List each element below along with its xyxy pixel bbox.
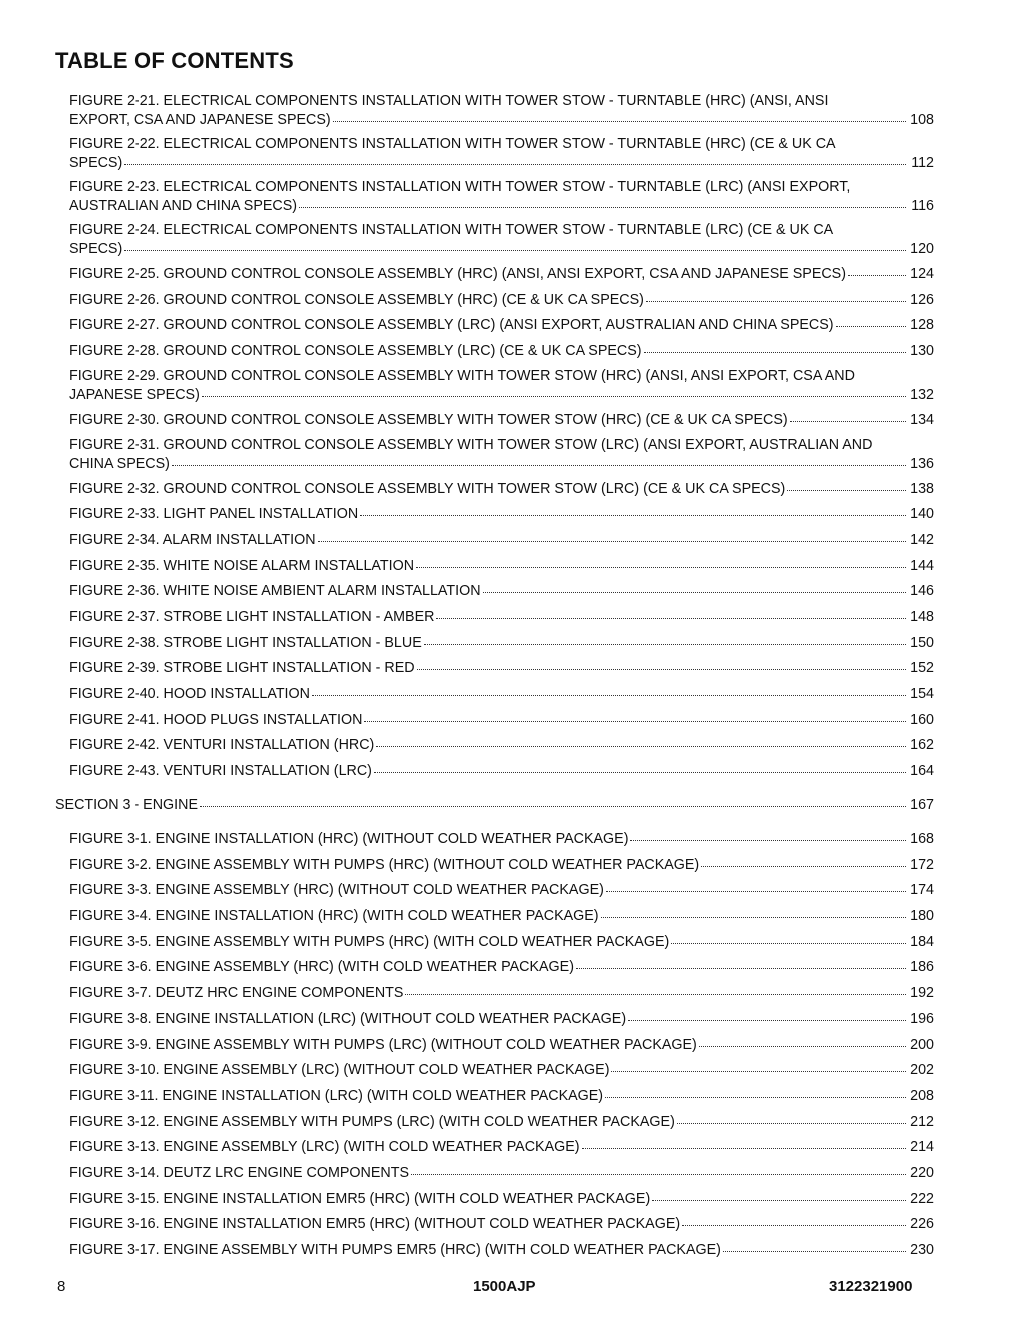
toc-entry-page: 146 bbox=[910, 583, 934, 599]
toc-figure-entry[interactable] bbox=[69, 581, 934, 600]
toc-entry-page: 128 bbox=[910, 317, 934, 333]
toc-entry-title-line1: FIGURE 2-23. ELECTRICAL COMPONENTS INSTALLATION WITH TOWER STOW - TURNTABLE (LRC) (ANSI EXPORT, bbox=[69, 179, 851, 195]
toc-entry-title-line1: FIGURE 2-24. ELECTRICAL COMPONENTS INSTALLATION WITH TOWER STOW - TURNTABLE (LRC) (CE & UK CA bbox=[69, 222, 834, 238]
toc-figure-entry[interactable] bbox=[69, 178, 934, 215]
toc-figure-entry[interactable] bbox=[69, 957, 934, 976]
toc-figure-entry[interactable] bbox=[69, 221, 934, 258]
toc-entry-page: 226 bbox=[910, 1216, 934, 1232]
toc-entry-title: FIGURE 2-36. WHITE NOISE AMBIENT ALARM INSTALLATION bbox=[69, 583, 481, 599]
toc-entry-title-line1: FIGURE 2-21. ELECTRICAL COMPONENTS INSTALLATION WITH TOWER STOW - TURNTABLE (HRC) (ANSI, ANSI bbox=[69, 93, 829, 109]
toc-entry-title: JAPANESE SPECS) bbox=[69, 387, 200, 403]
toc-entry-title: FIGURE 3-11. ENGINE INSTALLATION (LRC) (WITH COLD WEATHER PACKAGE) bbox=[69, 1088, 604, 1104]
dot-leader bbox=[200, 795, 906, 809]
dot-leader bbox=[417, 658, 906, 672]
dot-leader bbox=[787, 479, 906, 493]
toc-entry-title: FIGURE 3-17. ENGINE ASSEMBLY WITH PUMPS EMR5 (HRC) (WITH COLD WEATHER PACKAGE) bbox=[69, 1242, 721, 1258]
toc-entry-title: FIGURE 3-8. ENGINE INSTALLATION (LRC) (WITHOUT COLD WEATHER PACKAGE) bbox=[69, 1011, 627, 1027]
toc-figure-entry[interactable] bbox=[69, 367, 934, 404]
toc-entry-title: FIGURE 3-3. ENGINE ASSEMBLY (HRC) (WITHOUT COLD WEATHER PACKAGE) bbox=[69, 882, 604, 898]
dot-leader bbox=[723, 1240, 906, 1254]
toc-figure-entry[interactable] bbox=[69, 264, 934, 283]
toc-entry-page: 112 bbox=[911, 155, 934, 171]
toc-entry-page: 208 bbox=[910, 1088, 934, 1104]
toc-entry-title: FIGURE 3-12. ENGINE ASSEMBLY WITH PUMPS (LRC) (WITH COLD WEATHER PACKAGE) bbox=[69, 1114, 675, 1130]
footer-page-number: 8 bbox=[57, 1278, 66, 1295]
toc-entry-title: FIGURE 3-7. DEUTZ HRC ENGINE COMPONENTS bbox=[69, 985, 404, 1001]
dot-leader bbox=[836, 315, 906, 329]
dot-leader bbox=[436, 607, 906, 621]
toc-figure-entry[interactable] bbox=[69, 684, 934, 703]
toc-figure-entry[interactable] bbox=[69, 556, 934, 575]
dot-leader bbox=[606, 880, 906, 894]
dot-leader bbox=[299, 196, 906, 210]
toc-entry-page: 154 bbox=[910, 686, 934, 702]
toc-entry-title: FIGURE 2-40. HOOD INSTALLATION bbox=[69, 686, 310, 702]
toc-entry-title: SECTION 3 - ENGINE bbox=[55, 797, 198, 813]
toc-entry-page: 132 bbox=[910, 387, 934, 403]
page-title: TABLE OF CONTENTS bbox=[55, 48, 294, 73]
footer-doc-number: 3122321900 bbox=[829, 1278, 913, 1295]
toc-entry-title: FIGURE 2-33. LIGHT PANEL INSTALLATION bbox=[69, 506, 359, 522]
dot-leader bbox=[699, 1035, 906, 1049]
dot-leader bbox=[483, 581, 906, 595]
toc-entry-page: 214 bbox=[910, 1139, 934, 1155]
toc-entry-page: 142 bbox=[910, 532, 934, 548]
toc-entry-page: 186 bbox=[910, 959, 934, 975]
dot-leader bbox=[848, 264, 906, 278]
toc-entry-page: 222 bbox=[910, 1191, 934, 1207]
dot-leader bbox=[576, 957, 906, 971]
toc-entry-page: 172 bbox=[910, 857, 934, 873]
dot-leader bbox=[644, 341, 906, 355]
toc-figure-entry[interactable] bbox=[69, 1214, 934, 1233]
toc-entry-title: FIGURE 3-6. ENGINE ASSEMBLY (HRC) (WITH COLD WEATHER PACKAGE) bbox=[69, 959, 574, 975]
toc-entry-title: FIGURE 3-5. ENGINE ASSEMBLY WITH PUMPS (HRC) (WITH COLD WEATHER PACKAGE) bbox=[69, 934, 670, 950]
toc-entry-title: FIGURE 3-2. ENGINE ASSEMBLY WITH PUMPS (HRC) (WITHOUT COLD WEATHER PACKAGE) bbox=[69, 857, 700, 873]
toc-figure-entry[interactable] bbox=[69, 658, 934, 677]
toc-entry-page: 138 bbox=[910, 481, 934, 497]
toc-entry-page: 167 bbox=[910, 797, 934, 813]
toc-entry-page: 168 bbox=[910, 831, 934, 847]
dot-leader bbox=[202, 385, 906, 399]
toc-entry-title: EXPORT, CSA AND JAPANESE SPECS) bbox=[69, 112, 331, 128]
toc-entry-title: FIGURE 2-43. VENTURI INSTALLATION (LRC) bbox=[69, 763, 372, 779]
toc-figure-entry[interactable] bbox=[69, 504, 934, 523]
toc-entry-title: FIGURE 3-4. ENGINE INSTALLATION (HRC) (WITH COLD WEATHER PACKAGE) bbox=[69, 908, 599, 924]
dot-leader bbox=[790, 410, 906, 424]
dot-leader bbox=[411, 1163, 906, 1177]
toc-figure-entry[interactable] bbox=[69, 607, 934, 626]
toc-entry-page: 120 bbox=[910, 241, 934, 257]
toc-entry-title: FIGURE 2-34. ALARM INSTALLATION bbox=[69, 532, 316, 548]
dot-leader bbox=[682, 1214, 906, 1228]
toc-entry-page: 136 bbox=[910, 456, 934, 472]
toc-entry-page: 162 bbox=[910, 737, 934, 753]
toc-figure-entry[interactable] bbox=[69, 1009, 934, 1028]
dot-leader bbox=[611, 1060, 906, 1074]
toc-figure-entry[interactable] bbox=[69, 315, 934, 334]
toc-entry-title-line1: FIGURE 2-31. GROUND CONTROL CONSOLE ASSEMBLY WITH TOWER STOW (LRC) (ANSI EXPORT, AUSTRALIAN AND bbox=[69, 437, 873, 453]
toc-entry-page: 174 bbox=[910, 882, 934, 898]
toc-entry-title: FIGURE 2-27. GROUND CONTROL CONSOLE ASSEMBLY (LRC) (ANSI EXPORT, AUSTRALIAN AND CHINA SPECS) bbox=[69, 317, 834, 333]
toc-entry-title: FIGURE 2-42. VENTURI INSTALLATION (HRC) bbox=[69, 737, 375, 753]
toc-entry-page: 152 bbox=[910, 660, 934, 676]
toc-figure-entry[interactable] bbox=[69, 410, 934, 429]
dot-leader bbox=[601, 906, 906, 920]
toc-figure-entry[interactable] bbox=[69, 855, 934, 874]
dot-leader bbox=[376, 735, 906, 749]
toc-entry-page: 160 bbox=[910, 712, 934, 728]
toc-figure-entry[interactable] bbox=[69, 1112, 934, 1131]
toc-figure-entry[interactable] bbox=[69, 1137, 934, 1156]
toc-section-entry[interactable] bbox=[55, 795, 934, 814]
toc-entry-page: 212 bbox=[910, 1114, 934, 1130]
toc-entry-page: 200 bbox=[910, 1037, 934, 1053]
toc-figure-entry[interactable] bbox=[69, 436, 934, 473]
toc-figure-entry[interactable] bbox=[69, 1240, 934, 1259]
toc-entry-title: FIGURE 2-25. GROUND CONTROL CONSOLE ASSEMBLY (HRC) (ANSI, ANSI EXPORT, CSA AND JAPANESE SPECS) bbox=[69, 266, 846, 282]
toc-figure-entry[interactable] bbox=[69, 1035, 934, 1054]
toc-figure-entry[interactable] bbox=[69, 1086, 934, 1105]
dot-leader bbox=[646, 290, 906, 304]
toc-entry-title: FIGURE 2-30. GROUND CONTROL CONSOLE ASSEMBLY WITH TOWER STOW (HRC) (CE & UK CA SPECS) bbox=[69, 412, 788, 428]
toc-entry-title: FIGURE 3-9. ENGINE ASSEMBLY WITH PUMPS (LRC) (WITHOUT COLD WEATHER PACKAGE) bbox=[69, 1037, 697, 1053]
toc-entry-page: 150 bbox=[910, 635, 934, 651]
toc-entry-page: 126 bbox=[910, 292, 934, 308]
footer-model: 1500AJP bbox=[473, 1278, 536, 1295]
dot-leader bbox=[628, 1009, 906, 1023]
toc-entry-title: FIGURE 2-39. STROBE LIGHT INSTALLATION - RED bbox=[69, 660, 415, 676]
dot-leader bbox=[312, 684, 906, 698]
toc-figure-entry[interactable] bbox=[69, 983, 934, 1002]
toc-figure-entry[interactable] bbox=[69, 341, 934, 360]
toc-entry-page: 220 bbox=[910, 1165, 934, 1181]
toc-entry-title: FIGURE 3-15. ENGINE INSTALLATION EMR5 (HRC) (WITH COLD WEATHER PACKAGE) bbox=[69, 1191, 651, 1207]
dot-leader bbox=[701, 855, 906, 869]
dot-leader bbox=[630, 829, 906, 843]
toc-figure-entry[interactable] bbox=[69, 710, 934, 729]
toc-entry-title: AUSTRALIAN AND CHINA SPECS) bbox=[69, 198, 298, 214]
dot-leader bbox=[374, 761, 906, 775]
toc-entry-page: 184 bbox=[910, 934, 934, 950]
toc-figure-entry[interactable] bbox=[69, 880, 934, 899]
toc-entry-page: 148 bbox=[910, 609, 934, 625]
toc-entry-page: 230 bbox=[910, 1242, 934, 1258]
dot-leader bbox=[360, 504, 906, 518]
toc-entry-title: FIGURE 3-14. DEUTZ LRC ENGINE COMPONENTS bbox=[69, 1165, 409, 1181]
toc-entry-page: 116 bbox=[911, 198, 934, 214]
toc-entry-page: 144 bbox=[910, 558, 934, 574]
toc-figure-entry[interactable] bbox=[69, 906, 934, 925]
dot-leader bbox=[424, 633, 906, 647]
dot-leader bbox=[677, 1112, 906, 1126]
toc-figure-entry[interactable] bbox=[69, 1189, 934, 1208]
toc-entry-title: SPECS) bbox=[69, 155, 123, 171]
toc-entry-page: 124 bbox=[910, 266, 934, 282]
toc-entry-title: FIGURE 2-28. GROUND CONTROL CONSOLE ASSEMBLY (LRC) (CE & UK CA SPECS) bbox=[69, 343, 642, 359]
toc-figure-entry[interactable] bbox=[69, 135, 934, 172]
toc-entry-title-line1: FIGURE 2-22. ELECTRICAL COMPONENTS INSTALLATION WITH TOWER STOW - TURNTABLE (HRC) (CE & UK CA bbox=[69, 136, 836, 152]
toc-entry-title: FIGURE 2-38. STROBE LIGHT INSTALLATION - BLUE bbox=[69, 635, 422, 651]
toc-entry-page: 108 bbox=[910, 112, 934, 128]
toc-figure-entry[interactable] bbox=[69, 530, 934, 549]
toc-entry-page: 130 bbox=[910, 343, 934, 359]
toc-entry-page: 196 bbox=[910, 1011, 934, 1027]
toc-figure-entry[interactable] bbox=[69, 1163, 934, 1182]
dot-leader bbox=[364, 710, 906, 724]
toc-entry-page: 180 bbox=[910, 908, 934, 924]
dot-leader bbox=[124, 239, 906, 253]
toc-entry-title: CHINA SPECS) bbox=[69, 456, 170, 472]
toc-figure-entry[interactable] bbox=[69, 829, 934, 848]
dot-leader bbox=[671, 932, 906, 946]
dot-leader bbox=[318, 530, 906, 544]
toc-entry-title: FIGURE 2-32. GROUND CONTROL CONSOLE ASSEMBLY WITH TOWER STOW (LRC) (CE & UK CA SPECS) bbox=[69, 481, 786, 497]
dot-leader bbox=[405, 983, 906, 997]
dot-leader bbox=[416, 556, 906, 570]
toc-figure-entry[interactable] bbox=[69, 761, 934, 780]
toc-entry-title: FIGURE 2-26. GROUND CONTROL CONSOLE ASSEMBLY (HRC) (CE & UK CA SPECS) bbox=[69, 292, 644, 308]
toc-figure-entry[interactable] bbox=[69, 92, 934, 129]
toc-entry-title: FIGURE 3-16. ENGINE INSTALLATION EMR5 (HRC) (WITHOUT COLD WEATHER PACKAGE) bbox=[69, 1216, 681, 1232]
toc-figure-entry[interactable] bbox=[69, 1060, 934, 1079]
toc-entry-title-line1: FIGURE 2-29. GROUND CONTROL CONSOLE ASSEMBLY WITH TOWER STOW (HRC) (ANSI, ANSI EXPORT, CSA AND bbox=[69, 368, 855, 384]
toc-figure-entry[interactable] bbox=[69, 932, 934, 951]
toc-entry-title: FIGURE 2-37. STROBE LIGHT INSTALLATION - AMBER bbox=[69, 609, 435, 625]
toc-figure-entry[interactable] bbox=[69, 633, 934, 652]
dot-leader bbox=[605, 1086, 906, 1100]
toc-entry-page: 134 bbox=[910, 412, 934, 428]
toc-entry-title: FIGURE 3-10. ENGINE ASSEMBLY (LRC) (WITHOUT COLD WEATHER PACKAGE) bbox=[69, 1062, 610, 1078]
toc-entry-title: FIGURE 2-35. WHITE NOISE ALARM INSTALLATION bbox=[69, 558, 415, 574]
toc-figure-entry[interactable] bbox=[69, 479, 934, 498]
toc-entry-title: SPECS) bbox=[69, 241, 123, 257]
toc-entry-page: 164 bbox=[910, 763, 934, 779]
toc-entry-page: 192 bbox=[910, 985, 934, 1001]
toc-figure-entry[interactable] bbox=[69, 735, 934, 754]
dot-leader bbox=[172, 454, 906, 468]
toc-entry-title: FIGURE 3-1. ENGINE INSTALLATION (HRC) (WITHOUT COLD WEATHER PACKAGE) bbox=[69, 831, 629, 847]
dot-leader bbox=[582, 1137, 906, 1151]
toc-figure-entry[interactable] bbox=[69, 290, 934, 309]
dot-leader bbox=[333, 110, 906, 124]
dot-leader bbox=[124, 153, 906, 167]
toc-entry-page: 140 bbox=[910, 506, 934, 522]
toc-entry-page: 202 bbox=[910, 1062, 934, 1078]
toc-entry-title: FIGURE 3-13. ENGINE ASSEMBLY (LRC) (WITH COLD WEATHER PACKAGE) bbox=[69, 1139, 580, 1155]
dot-leader bbox=[652, 1189, 906, 1203]
toc-entry-title: FIGURE 2-41. HOOD PLUGS INSTALLATION bbox=[69, 712, 363, 728]
